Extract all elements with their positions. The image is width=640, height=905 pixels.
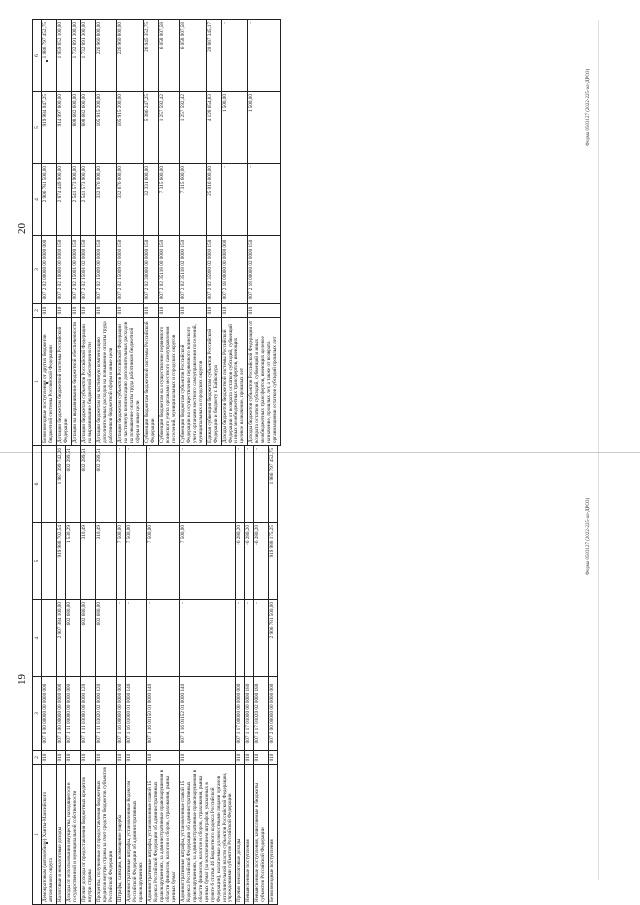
column-header: 4 <box>33 600 42 677</box>
row-label: Дотации на выравнивание бюджетной обеспеченности <box>72 318 81 446</box>
form-footer: Форма 0503127 (2022-225-ал-ДРО3) <box>586 497 591 575</box>
budget-classification-code: 007 1 16 01150 01 0000 140 <box>146 677 179 751</box>
budget-classification-code: 007 2 00 00000 00 0000 000 <box>269 677 278 751</box>
row-code: 010 <box>179 304 206 318</box>
column-header: 5 <box>33 92 42 164</box>
approved-amount: 2 541 573 900,00 <box>81 164 96 236</box>
approved-amount: - <box>254 600 269 677</box>
row-label: Дотации бюджетам бюджетной системы Российской Федерации <box>57 318 72 446</box>
executed-amount: 4 128 654,83 <box>206 92 221 164</box>
row-label: Дотации бюджетам на частичную компенсацию дополнительных расходов на повышение оплаты труда работников бюджетной сферы и иные цели <box>96 318 117 446</box>
column-header: 6 <box>33 20 42 92</box>
unexecuted-amount: - <box>117 446 126 523</box>
budget-classification-code: 007 2 02 00000 00 0000 000 <box>42 236 57 304</box>
table-row <box>248 20 281 446</box>
budget-classification-code: 007 1 17 01000 00 0000 180 <box>245 677 254 751</box>
row-label: Демократовым (автомобиле) Ханты-Мансийского автономного округа <box>42 765 57 905</box>
column-header: 3 <box>33 677 42 751</box>
page-19-rotated <box>14 446 594 905</box>
unexecuted-amount: 226 960 800,00 <box>96 20 117 92</box>
approved-amount: 2 906 781 500,00 <box>42 164 57 236</box>
approved-amount: 602 680,00 <box>66 600 81 677</box>
executed-amount: -6 280,20 <box>236 523 245 600</box>
budget-classification-code: 007 1 17 00000 00 0000 000 <box>236 677 245 751</box>
table-row <box>72 20 81 446</box>
executed-amount: 105 915 200,00 <box>117 92 144 164</box>
executed-amount: 919 988 175,25 <box>269 523 278 600</box>
table-row <box>245 446 254 905</box>
approved-amount: - <box>117 600 126 677</box>
unexecuted-amount: 1 959 852 100,00 <box>57 20 72 92</box>
budget-classification-code: 007 1 16 00000 00 0000 000 <box>117 677 126 751</box>
row-label: Субвенции бюджетам бюджетной системы Российской Федерации <box>143 318 158 446</box>
unexecuted-amount: - <box>254 446 269 523</box>
table-row <box>57 20 72 446</box>
column-header: 1 <box>33 765 42 905</box>
table-row <box>269 446 278 905</box>
budget-classification-code: 007 1 00 00000 00 0000 000 <box>57 677 66 751</box>
report-table-page-20 <box>32 19 281 446</box>
executed-amount: 105 915 200,00 <box>96 92 117 164</box>
executed-amount: 310,49 <box>96 523 117 600</box>
budget-classification-code: 007 2 02 35900 02 0000 150 <box>206 236 221 304</box>
budget-classification-code: 007 1 16 01152 01 0000 140 <box>179 677 236 751</box>
approved-amount <box>42 600 57 677</box>
page-number: 20 <box>16 223 28 234</box>
table-row <box>143 20 158 446</box>
approved-amount: - <box>236 600 245 677</box>
table-header-row <box>33 20 42 446</box>
row-code: 010 <box>206 304 221 318</box>
unexecuted-amount: 1 732 891 300,00 <box>72 20 81 92</box>
table-row <box>254 446 269 905</box>
row-label: Доходы бюджетов бюджетной системы Российской Федерации от возврата остатков субсидий, субвенций и иных межбюджетных трансфертов, имеющих целевое назначение, прошлых лет <box>221 318 248 446</box>
row-code: 010 <box>248 304 281 318</box>
unexecuted-amount: - <box>146 446 179 523</box>
table-header-row <box>33 446 42 905</box>
table-row <box>158 20 179 446</box>
column-header: 4 <box>33 164 42 236</box>
executed-amount: 7 500,00 <box>146 523 179 600</box>
row-label: Невыясненные поступления <box>245 765 254 905</box>
approved-amount: 332 876 000,00 <box>96 164 117 236</box>
row-code: 010 <box>81 751 96 765</box>
executed-amount: 7 500,00 <box>125 523 146 600</box>
row-label: Доходы бюджетов субъектов Российской Федерации от возврата остатков субсидий, субвенций и иных межбюджетных трансфертов, имеющих целевое назначение, прошлых лет, а также от возврата организациями остатков субсидий прошлых лет <box>248 318 281 446</box>
row-label: Административные штрафы, установленные Кодексом Российской Федерации об административных правонарушениях <box>125 765 146 905</box>
column-header: 2 <box>33 751 42 765</box>
page-20-rotated <box>14 20 594 446</box>
row-code: 010 <box>158 304 179 318</box>
unexecuted-amount: 602 289,51 <box>81 446 96 523</box>
executed-amount: 310,49 <box>81 523 96 600</box>
budget-classification-code: 007 1 11 03000 00 0000 120 <box>81 677 96 751</box>
executed-amount: 1 500,00 <box>248 92 281 164</box>
row-code: 010 <box>179 751 236 765</box>
table-row <box>117 446 126 905</box>
row-code: 010 <box>125 751 146 765</box>
approved-amount: - <box>221 164 248 236</box>
row-code: 010 <box>143 304 158 318</box>
table-row <box>96 20 117 446</box>
executed-amount: 919 984 047,25 <box>42 92 57 164</box>
approved-amount: 602 680,00 <box>96 600 117 677</box>
approved-amount: - <box>179 600 236 677</box>
column-header: 2 <box>33 304 42 318</box>
approved-amount: 332 876 000,00 <box>117 164 144 236</box>
unexecuted-amount: 20 887 345,17 <box>206 20 221 92</box>
row-label: Дотации бюджетам субъектов Российской Федерации на выравнивание бюджетной обеспеченности <box>81 318 96 446</box>
unexecuted-amount: - <box>248 20 281 92</box>
scan-edge-line <box>598 20 599 880</box>
executed-amount: 808 682 600,00 <box>72 92 81 164</box>
row-code: 010 <box>72 304 81 318</box>
budget-classification-code: 007 2 02 15009 00 0000 150 <box>96 236 117 304</box>
table-row <box>221 20 248 446</box>
row-label: Штрафы, санкции, возмещение ущерба <box>117 765 126 905</box>
table-row <box>117 20 144 446</box>
unexecuted-amount: 6 058 007,58 <box>179 20 206 92</box>
table-row <box>125 446 146 905</box>
row-code: 010 <box>81 304 96 318</box>
approved-amount: 2 906 781 500,00 <box>269 600 278 677</box>
table-row <box>57 446 66 905</box>
row-label: Административные штрафы, установленные главой 15 Кодекса Российской Федерации об административных правонарушениях, за административные правонарушения в области финансов, налогов и сборов, страхования, рынка ценных бумаг <box>146 765 179 905</box>
row-code: 010 <box>269 751 278 765</box>
budget-classification-code: 007 2 02 10000 00 0000 150 <box>57 236 72 304</box>
column-header: 5 <box>33 523 42 600</box>
row-label: Доходы от использования имущества, находящегося в государственной и муниципальной собственности <box>66 765 81 905</box>
executed-amount: 1 257 592,42 <box>179 92 206 164</box>
executed-amount: 7 500,00 <box>179 523 236 600</box>
row-label: Налоговые и неналоговые доходы <box>57 765 66 905</box>
row-label: Прочие неналоговые доходы <box>236 765 245 905</box>
row-code: 010 <box>42 304 57 318</box>
report-table-page-19 <box>32 445 278 905</box>
row-code: 010 <box>146 751 179 765</box>
unexecuted-amount: - <box>245 446 254 523</box>
approved-amount: 7 315 600,00 <box>158 164 179 236</box>
page-number: 19 <box>16 674 28 685</box>
row-label: Проценты, полученные от предоставления бюджетных кредитов внутри страны за счет средств бюджетов субъектов Российской Федерации <box>96 765 117 905</box>
unexecuted-amount: - <box>221 20 248 92</box>
unexecuted-amount: 1 987 399 742,26 <box>57 446 66 523</box>
row-code: 010 <box>254 751 269 765</box>
row-label: Субвенции бюджетам на осуществление первичного воинского учета органами местного самоуправления поселений, муниципальных и городских округов <box>158 318 179 446</box>
table-row <box>236 446 245 905</box>
budget-classification-code: 007 1 11 00000 00 0000 000 <box>66 677 81 751</box>
row-label: Безвозмездные поступления от других бюджетов бюджетной системы Российской Федерации <box>42 318 57 446</box>
row-code: 010 <box>57 304 72 318</box>
unexecuted-amount: 26 945 352,75 <box>143 20 158 92</box>
unexecuted-amount: - <box>125 446 146 523</box>
executed-amount: 7 500,00 <box>117 523 126 600</box>
unexecuted-amount: 602 289,51 <box>66 446 81 523</box>
column-header: 3 <box>33 236 42 304</box>
row-label: Безвозмездные поступления <box>269 765 278 905</box>
unexecuted-amount: 1 986 797 452,75 <box>42 20 57 92</box>
table-row <box>179 20 206 446</box>
approved-amount: - <box>125 600 146 677</box>
form-footer: Форма 0503127 (2022-225-ал-ДРО3) <box>586 68 591 146</box>
column-header: 6 <box>33 446 42 523</box>
table-row <box>146 446 179 905</box>
approved-amount: - <box>245 600 254 677</box>
row-label: Единая субвенция бюджетам субъектов Российской Федерации и бюджету г. Байконура <box>206 318 221 446</box>
approved-amount: - <box>146 600 179 677</box>
unexecuted-amount: 602 289,51 <box>96 446 117 523</box>
approved-amount: 2 874 449 900,00 <box>57 164 72 236</box>
approved-amount: 32 331 600,00 <box>143 164 158 236</box>
executed-amount <box>42 523 57 600</box>
unexecuted-amount: 1 986 797 452,75 <box>269 446 278 523</box>
executed-amount: -6 280,20 <box>245 523 254 600</box>
approved-amount: 2 541 573 900,00 <box>72 164 81 236</box>
budget-classification-code: 007 2 02 30000 00 0000 150 <box>143 236 158 304</box>
row-label: Субвенции бюджетам субъектов Российской Федерации на осуществление первичного воинского учета органами местного самоуправления поселений, муниципальных и городских округов <box>179 318 206 446</box>
table-row <box>81 20 96 446</box>
approved-amount: 2 907 384 100,00 <box>57 600 66 677</box>
table-row <box>42 446 57 905</box>
unexecuted-amount: - <box>179 446 236 523</box>
budget-classification-code: 007 2 02 35118 00 0000 150 <box>158 236 179 304</box>
executed-amount: 1 500,00 <box>221 92 248 164</box>
executed-amount: 808 682 600,00 <box>81 92 96 164</box>
approved-amount: 25 016 000,00 <box>206 164 221 236</box>
row-code: 010 <box>117 304 144 318</box>
row-label: Административные штрафы, установленные главой 15 Кодекса Российской Федерации об административных правонарушениях, за административные правонарушения в области финансов, налогов и сборов, страхования, рынка ценных бумаг (за исключением штрафов, указанных в пункте 6 статьи 46 Бюджетного кодекса Российской Федерации), налагаемые должностными лицами органов исполнительной власти субъектов Российской Федерации, учреждениями субъектов Российской Федерации <box>179 765 236 905</box>
table-row <box>81 446 96 905</box>
budget-classification-code: 007 2 02 15001 00 0000 150 <box>72 236 81 304</box>
row-code: 010 <box>236 751 245 765</box>
budget-classification-code: 007 2 18 00000 00 0000 000 <box>221 236 248 304</box>
budget-classification-code: 007 0 00 00000 00 0000 000 <box>42 677 57 751</box>
row-label: Невыясненные поступления, зачисляемые в бюджеты субъектов Российской Федерации <box>254 765 269 905</box>
budget-classification-code: 007 2 02 15001 02 0000 150 <box>81 236 96 304</box>
row-code: 010 <box>221 304 248 318</box>
executed-amount: 5 386 247,25 <box>143 92 158 164</box>
executed-amount: 1 530,29 <box>66 523 81 600</box>
unexecuted-amount <box>42 446 57 523</box>
budget-classification-code: 007 2 02 15009 02 0000 150 <box>117 236 144 304</box>
unexecuted-amount: 1 732 891 300,00 <box>81 20 96 92</box>
table-row <box>206 20 221 446</box>
unexecuted-amount: 6 058 007,58 <box>158 20 179 92</box>
row-label: Прочие доходы от предоставления бюджетных кредитов внутри страны <box>81 765 96 905</box>
budget-classification-code: 007 2 02 35118 02 0000 150 <box>179 236 206 304</box>
row-code: 010 <box>96 304 117 318</box>
unexecuted-amount: - <box>236 446 245 523</box>
approved-amount: 7 315 600,00 <box>179 164 206 236</box>
unexecuted-amount: 226 960 800,00 <box>117 20 144 92</box>
table-row <box>66 446 81 905</box>
budget-classification-code: 007 1 11 03020 02 0000 120 <box>96 677 117 751</box>
row-code: 010 <box>96 751 117 765</box>
row-label: Дотации бюджетам субъектов Российской Федерации на частичную компенсацию дополнительных расходов на повышение оплаты труда работников бюджетной сферы и иные цели <box>117 318 144 446</box>
row-code: 010 <box>245 751 254 765</box>
row-code: 010 <box>66 751 81 765</box>
executed-amount: 1 257 592,42 <box>158 92 179 164</box>
table-row <box>42 20 57 446</box>
column-header: 1 <box>33 318 42 446</box>
budget-classification-code: 007 1 17 01020 02 0000 180 <box>254 677 269 751</box>
budget-classification-code: 007 1 16 01000 01 0000 140 <box>125 677 146 751</box>
executed-amount: 914 997 800,00 <box>57 92 72 164</box>
approved-amount: - <box>248 164 281 236</box>
table-row <box>179 446 236 905</box>
executed-amount: 919 988 702,54 <box>57 523 66 600</box>
table-row <box>96 446 117 905</box>
row-code: 010 <box>117 751 126 765</box>
row-code: 010 <box>42 751 57 765</box>
approved-amount: 602 680,00 <box>81 600 96 677</box>
executed-amount: -6 280,20 <box>254 523 269 600</box>
budget-classification-code: 007 2 18 00000 02 0000 150 <box>248 236 281 304</box>
row-code: 010 <box>57 751 66 765</box>
